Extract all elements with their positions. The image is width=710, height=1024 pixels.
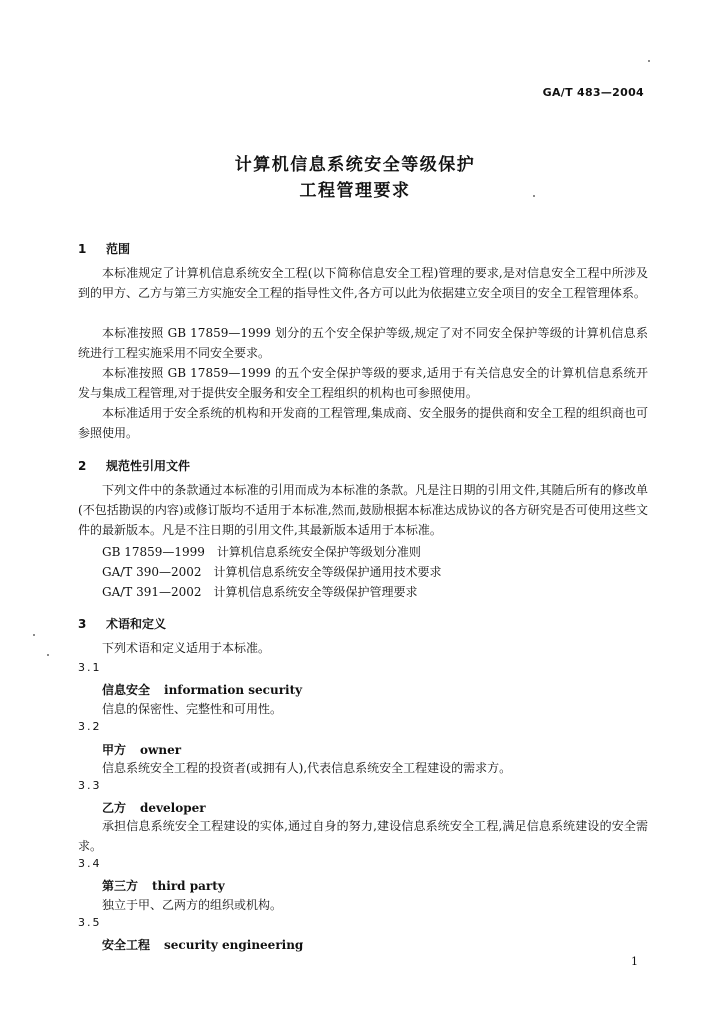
section-title: 范围 (106, 242, 131, 256)
term-definition: 独立于甲、乙两方的组织或机构。 (102, 898, 283, 912)
section-2-heading (78, 457, 190, 474)
term-number: 3.4 (78, 857, 102, 870)
term-definition: 信息系统安全工程的投资者(或拥有人),代表信息系统安全工程建设的需求方。 (102, 761, 512, 775)
term-number: 3.1 (78, 661, 102, 674)
term-english: third party (152, 879, 225, 893)
term-heading (102, 681, 302, 698)
term-english: security engineering (164, 938, 304, 952)
term-english: owner (140, 743, 182, 757)
scan-speck (533, 195, 535, 197)
section-1-paragraph-4: 本标准适用于安全系统的机构和开发商的工程管理,集成商、安全服务的提供商和安全工程的组织商也可参照使用。 (78, 406, 648, 440)
term-heading (102, 877, 225, 894)
document-title-line-2: 工程管理要求 (299, 181, 411, 201)
document-title-line-1: 计算机信息系统安全等级保护 (234, 155, 476, 175)
page-number: 1 (631, 955, 638, 968)
term-heading (102, 799, 206, 816)
scan-speck (33, 634, 35, 636)
term-definition: 承担信息系统安全工程建设的实体,通过自身的努力,建设信息系统安全工程,满足信息系统建设的安全需求。 (78, 819, 648, 853)
section-1-paragraph-1: 本标准规定了计算机信息系统安全工程(以下简称信息安全工程)管理的要求,是对信息安全工程中所涉及到的甲方、乙方与第三方实施安全工程的指导性文件,各方可以此为依据建立安全项目的安全工程管理体系。 (78, 266, 648, 300)
term-heading (102, 936, 303, 953)
standard-code: GA/T 483—2004 (542, 86, 644, 99)
term-number: 3.2 (78, 720, 102, 733)
scan-speck (648, 60, 650, 62)
section-3-heading (78, 615, 166, 632)
section-title: 术语和定义 (106, 617, 167, 631)
term-english: developer (140, 801, 206, 815)
term-heading (102, 741, 181, 758)
section-1-heading (78, 240, 130, 257)
term-definition: 信息的保密性、完整性和可用性。 (102, 702, 283, 716)
term-chinese: 乙方 (102, 801, 127, 815)
section-1-paragraph-3: 本标准按照 GB 17859—1999 的五个安全保护等级的要求,适用于有关信息安全的计算机信息系统开发与集成工程管理,对于提供安全服务和安全工程组织的机构也可参照使用。 (78, 366, 648, 400)
normative-reference: GA/T 391—2002 计算机信息系统安全等级保护管理要求 (102, 585, 418, 599)
term-number: 3.5 (78, 916, 102, 929)
term-chinese: 甲方 (102, 743, 127, 757)
section-1-paragraph-2: 本标准按照 GB 17859—1999 划分的五个安全保护等级,规定了对不同安全保护等级的计算机信息系统进行工程实施采用不同安全要求。 (78, 326, 648, 360)
section-number: 3 (78, 617, 87, 631)
section-number: 2 (78, 459, 87, 473)
normative-reference: GB 17859—1999 计算机信息系统安全保护等级划分准则 (102, 545, 421, 559)
section-3-intro: 下列术语和定义适用于本标准。 (102, 641, 271, 655)
section-number: 1 (78, 242, 87, 256)
term-english: information security (164, 683, 303, 697)
term-chinese: 第三方 (102, 879, 139, 893)
scan-speck (47, 654, 49, 656)
section-2-paragraph-1: 下列文件中的条款通过本标准的引用而成为本标准的条款。凡是注日期的引用文件,其随后所有的修改单(不包括勘误的内容)或修订版均不适用于本标准,然而,鼓励根据本标准达成协议的各方研究是否可使用这些文件的最新版本。凡是不注日期的引用文件,其最新版本适用于本标准。 (78, 483, 648, 537)
term-number: 3.3 (78, 779, 102, 792)
section-title: 规范性引用文件 (106, 459, 191, 473)
term-chinese: 信息安全 (102, 683, 151, 697)
normative-reference: GA/T 390—2002 计算机信息系统安全等级保护通用技术要求 (102, 565, 442, 579)
term-chinese: 安全工程 (102, 938, 151, 952)
